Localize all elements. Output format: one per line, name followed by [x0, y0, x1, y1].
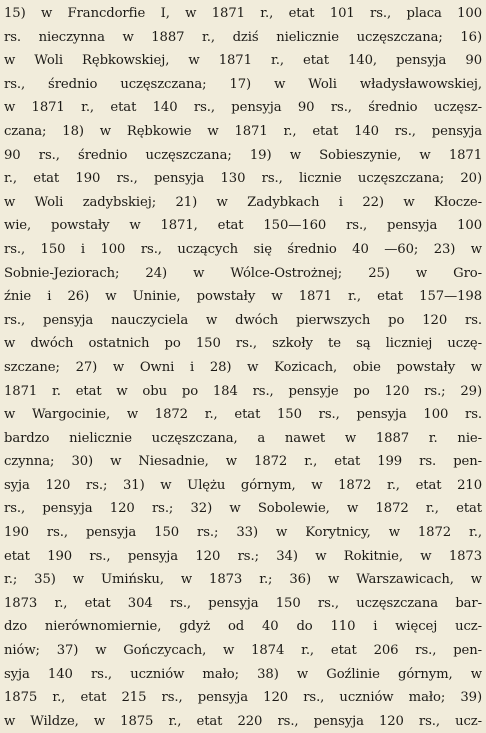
text-line: syja 140 rs., uczniów mało; 38) w Goźlinie górnym, w: [4, 666, 482, 682]
text-line: bardzo nielicznie uczęszczana, a nawet w 1887 r. nie-: [4, 430, 482, 446]
text-line: w dwóch ostatnich po 150 rs., szkoły te są liczniej uczę-: [4, 336, 482, 352]
text-line: 15) w Francdorfie I, w 1871 r., etat 101 rs., placa 100: [4, 6, 482, 21]
text-line: w 1871 r., etat 140 rs., pensyja 90 rs., średnio uczęsz-: [4, 100, 482, 116]
text-line: 1875 r., etat 215 rs., pensyja 120 rs., uczniów mało; 39): [4, 690, 482, 706]
text-line: źnie i 26) w Uninie, powstały w 1871 r., etat 157—198: [4, 289, 482, 305]
text-line: w Wargocinie, w 1872 r., etat 150 rs., pensyja 100 rs.: [4, 407, 482, 423]
text-line: w Woli Rębkowskiej, w 1871 r., etat 140, pensyja 90: [4, 53, 482, 69]
text-line: r.; 35) w Umińsku, w 1873 r.; 36) w Warszawicach, w: [4, 572, 482, 588]
text-line: 1871 r. etat w obu po 184 rs., pensyje po 120 rs.; 29): [4, 383, 482, 399]
text-line: w Wildze, w 1875 r., etat 220 rs., pensyja 120 rs., ucz-: [4, 713, 482, 729]
text-line: wie, powstały w 1871, etat 150—160 rs., pensyja 100: [4, 218, 482, 234]
text-line: dzo nierównomiernie, gdyż od 40 do 110 i więcej ucz-: [4, 619, 482, 635]
text-line: rs., pensyja nauczyciela w dwóch pierwszych po 120 rs.: [4, 312, 482, 328]
text-line: rs., 150 i 100 rs., uczących się średnio 40 —60; 23) w: [4, 241, 482, 257]
text-line: niów; 37) w Gończycach, w 1874 r., etat 206 rs., pen-: [4, 643, 482, 659]
text-line: 90 rs., średnio uczęszczana; 19) w Sobieszynie, w 1871: [4, 147, 482, 163]
text-line: w Woli zadybskiej; 21) w Zadybkach i 22) w Kłocze-: [4, 194, 482, 210]
text-line: Sobnie-Jeziorach; 24) w Wólce-Ostrożnej; 25) w Gro-: [4, 265, 482, 281]
text-line: syja 120 rs.; 31) w Ulężu górnym, w 1872 r., etat 210: [4, 477, 482, 493]
text-line: czana; 18) w Rębkowie w 1871 r., etat 140 rs., pensyja: [4, 123, 482, 139]
text-line: czynna; 30) w Niesadnie, w 1872 r., etat 199 rs. pen-: [4, 454, 482, 470]
text-line: szczane; 27) w Owni i 28) w Kozicach, obie powstały w: [4, 359, 482, 375]
text-line: etat 190 rs., pensyja 120 rs.; 34) w Rokitnie, w 1873: [4, 548, 482, 564]
text-line: rs., średnio uczęszczana; 17) w Woli władysławowskiej,: [4, 76, 482, 92]
text-line: rs., pensyja 120 rs.; 32) w Sobolewie, w 1872 r., etat: [4, 501, 482, 517]
text-line: 1873 r., etat 304 rs., pensyja 150 rs., uczęszczana bar-: [4, 595, 482, 611]
text-line: 190 rs., pensyja 150 rs.; 33) w Korytnicy, w 1872 r.,: [4, 525, 482, 541]
text-line: r., etat 190 rs., pensyja 130 rs., licznie uczęszczana; 20): [4, 171, 482, 187]
text-line: rs. nieczynna w 1887 r., dziś nielicznie uczęszczana; 16): [4, 29, 482, 45]
